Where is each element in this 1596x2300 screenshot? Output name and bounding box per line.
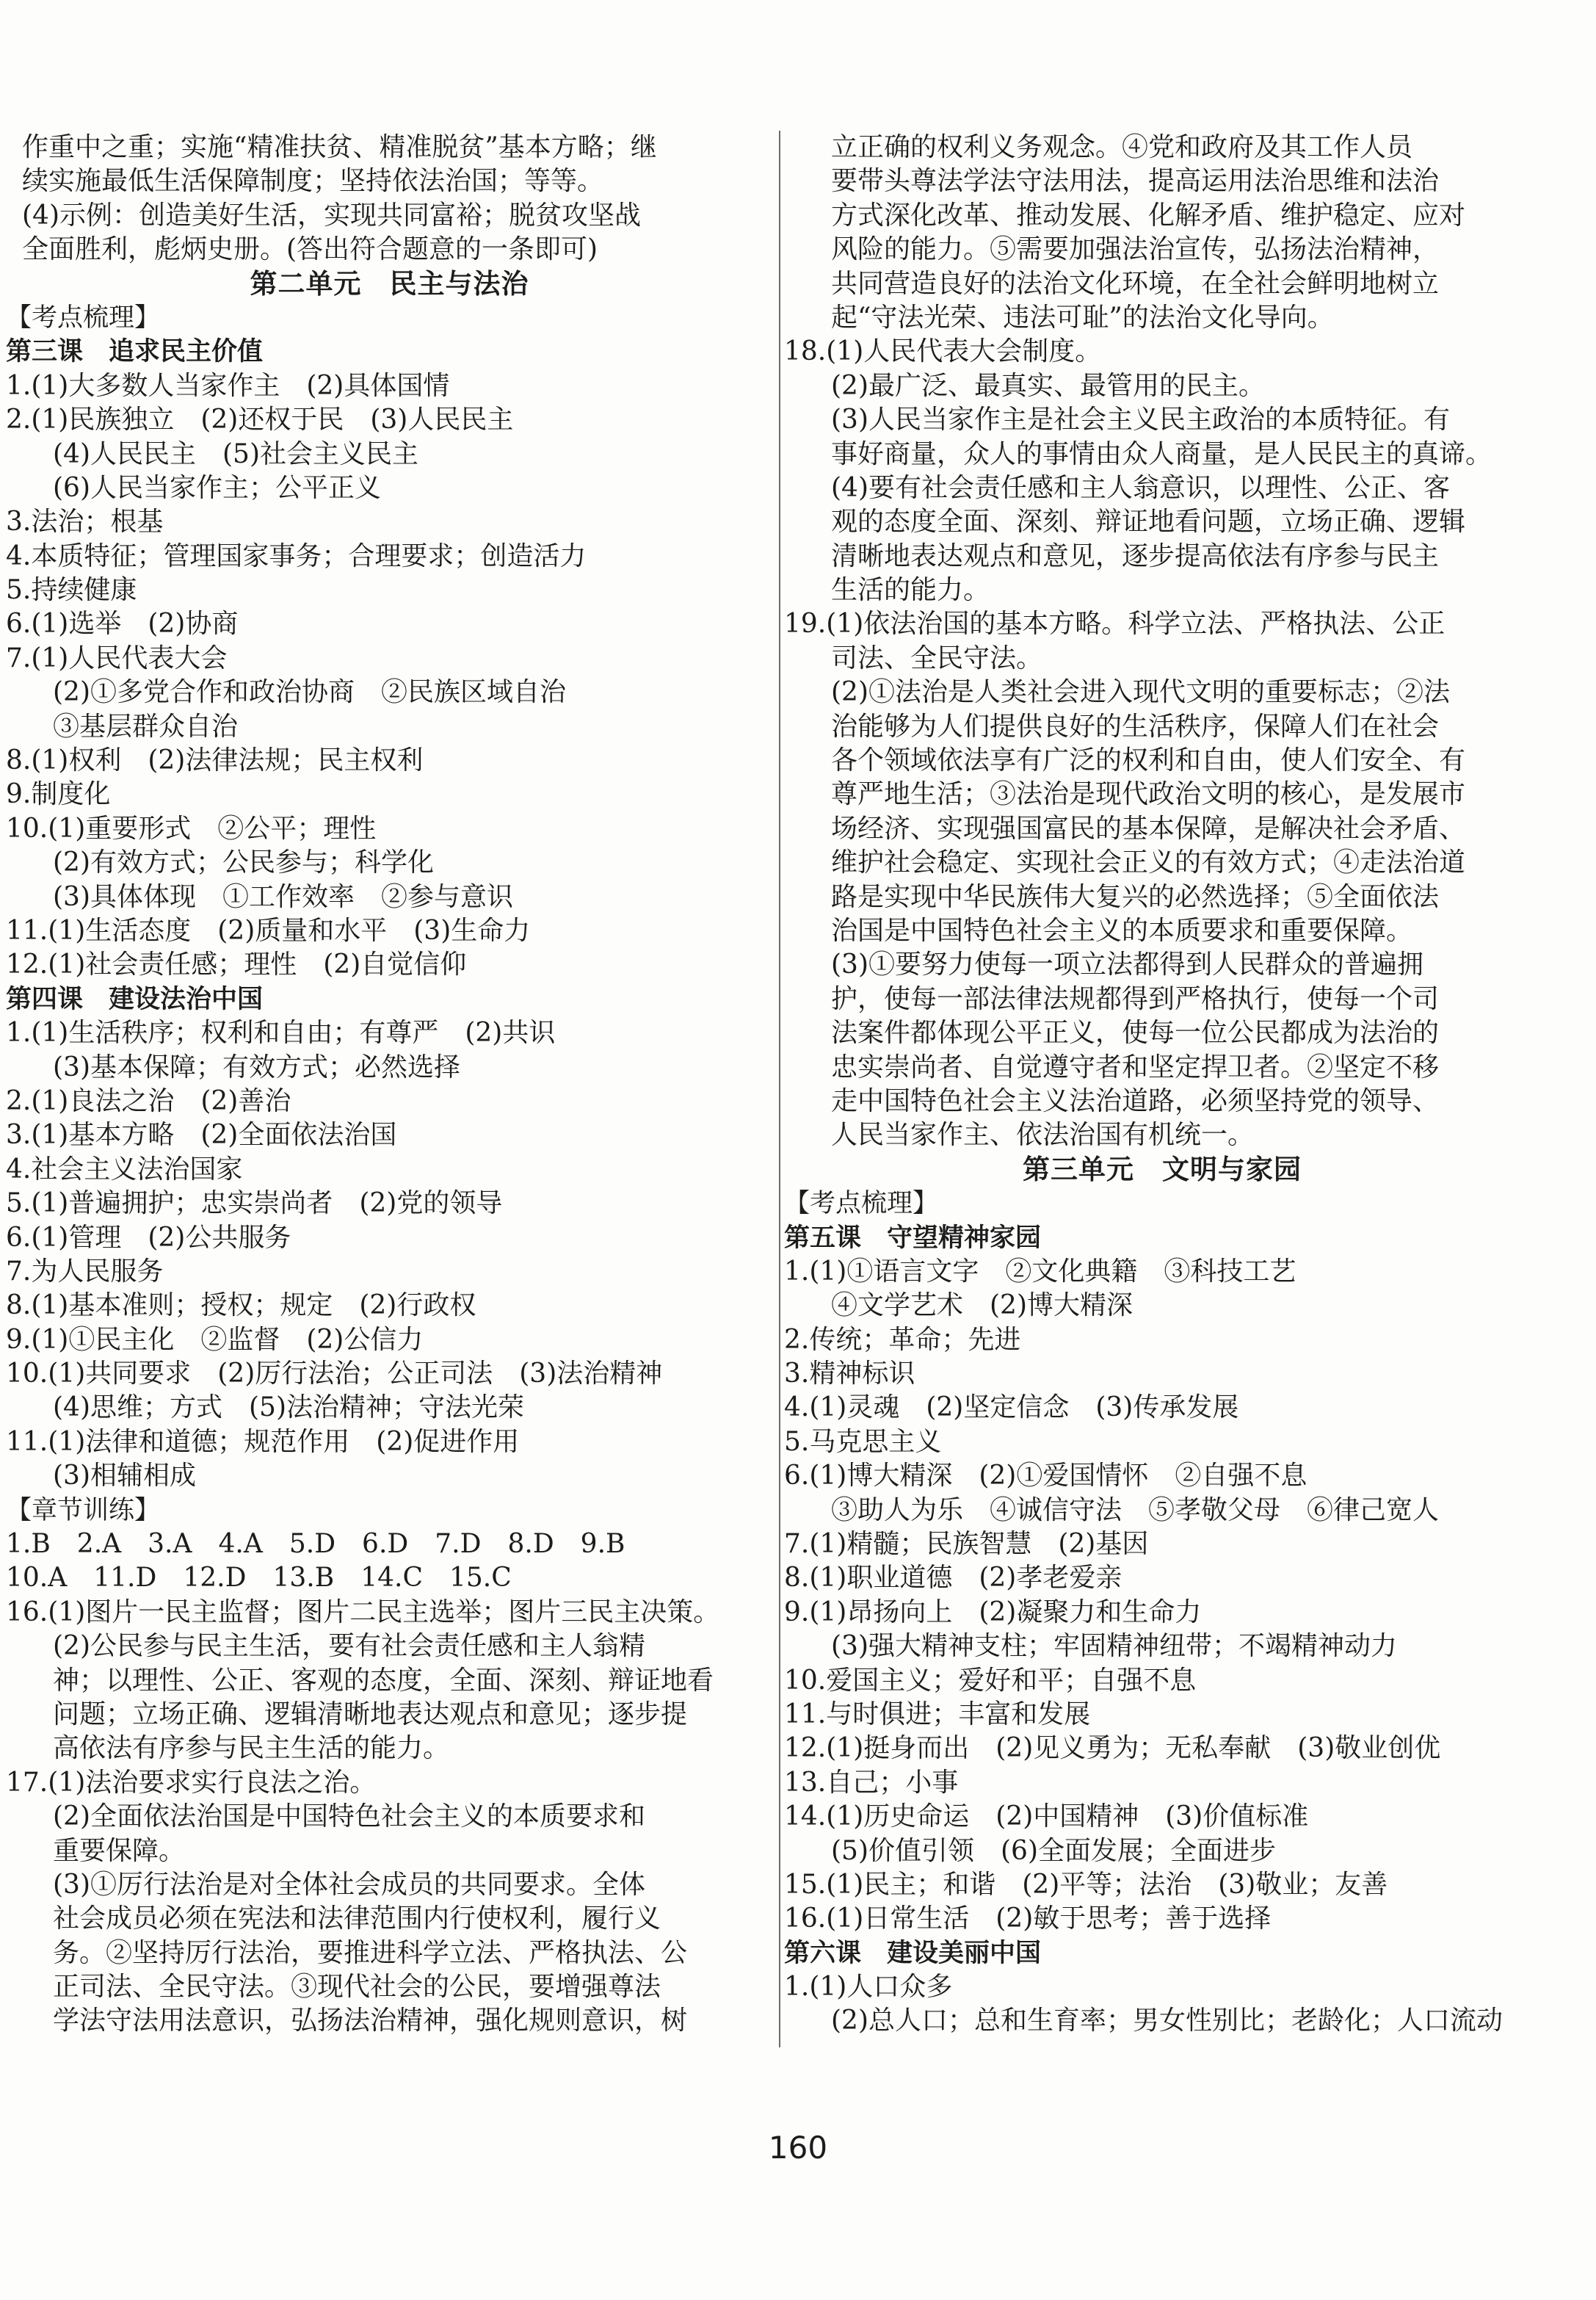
- answer-line: (2)总人口；总和生育率；男女性别比；老龄化；人口流动: [831, 2006, 1503, 2036]
- answer-line: 15.(1)民主；和谐 (2)平等；法治 (3)敬业；友善: [784, 1869, 1388, 1900]
- answer-line: 4.本质特征；管理国家事务；合理要求；创造活力: [6, 540, 587, 571]
- answer-line: 问题；立场正确、逻辑清晰地表达观点和意见；逐步提: [53, 1699, 688, 1729]
- answer-line: 11.与时俱进；丰富和发展: [784, 1699, 1091, 1729]
- answer-line: (4)示例：创造美好生活，实现共同富裕；脱贫攻坚战: [22, 200, 641, 231]
- answer-line: 5.马克思主义: [784, 1426, 942, 1457]
- answer-line: 10.(1)重要形式 ②公平；理性: [6, 813, 377, 844]
- answer-line: 作重中之重；实施“精准扶贫、精准脱贫”基本方略；继: [22, 132, 657, 162]
- answer-line: 2.传统；革命；先进: [784, 1324, 1021, 1355]
- answer-line: (2)有效方式；公民参与；科学化: [53, 847, 434, 878]
- section-label: 【考点梳理】: [6, 303, 161, 333]
- answer-line: 10.爱国主义；爱好和平；自强不息: [784, 1665, 1197, 1696]
- answer-line: 3.(1)基本方略 (2)全面依法治国: [6, 1120, 397, 1151]
- answer-line: 各个领域依法享有广泛的权利和自由，使人们安全、有: [831, 745, 1466, 776]
- answer-line: 5.(1)普遍拥护；忠实崇尚者 (2)党的领导: [6, 1188, 503, 1219]
- answer-line: 6.(1)管理 (2)公共服务: [6, 1222, 291, 1253]
- answer-line: 社会成员必须在宪法和法律范围内行使权利，履行义: [53, 1903, 661, 1934]
- answer-line: 12.(1)社会责任感；理性 (2)自觉信仰: [6, 950, 467, 980]
- answer-line: 17.(1)法治要求实行良法之治。: [6, 1767, 377, 1798]
- answer-line: 人民当家作主、依法治国有机统一。: [831, 1120, 1255, 1151]
- answer-line: 6.(1)博大精深 (2)①爱国情怀 ②自强不息: [784, 1461, 1307, 1491]
- lesson-heading: 第六课 建设美丽中国: [784, 1938, 1042, 1968]
- answer-line: 重要保障。: [53, 1835, 186, 1866]
- answer-line: 治能够为人们提供良好的生活秩序，保障人们在社会: [831, 711, 1440, 742]
- section-label: 【章节训练】: [6, 1495, 161, 1525]
- answer-line: 观的态度全面、深刻、辩证地看问题，立场正确、逻辑: [831, 507, 1466, 538]
- answer-line: 11.(1)生活态度 (2)质量和水平 (3)生命力: [6, 915, 531, 946]
- answer-line: 8.(1)权利 (2)法律法规；民主权利: [6, 745, 424, 776]
- column-divider: [779, 131, 780, 2047]
- answer-line: 14.(1)历史命运 (2)中国精神 (3)价值标准: [784, 1801, 1309, 1832]
- answer-line: 6.(1)选举 (2)协商: [6, 609, 239, 640]
- answer-line: 事好商量，众人的事情由众人商量，是人民民主的真谛。: [831, 438, 1492, 469]
- answer-line: (2)①法治是人类社会进入现代文明的重要标志；②法: [831, 677, 1450, 708]
- answer-line: 场经济、实现强国富民的基本保障，是解决社会矛盾、: [831, 813, 1466, 844]
- answer-line: (4)人民民主 (5)社会主义民主: [53, 438, 418, 469]
- answer-line: (3)具体体现 ①工作效率 ②参与意识: [53, 881, 513, 912]
- right-column: [784, 131, 1540, 2039]
- answer-line: 法案件都体现公平正义，使每一位公民都成为法治的: [831, 1018, 1440, 1049]
- answer-line: 立正确的权利义务观念。④党和政府及其工作人员: [831, 132, 1413, 162]
- answer-line: (2)全面依法治国是中国特色社会主义的本质要求和: [53, 1801, 645, 1832]
- answer-line: 10.A 11.D 12.D 13.B 14.C 15.C: [6, 1563, 512, 1594]
- section-label: 【考点梳理】: [784, 1189, 939, 1219]
- answer-line: 12.(1)挺身而出 (2)见义勇为；无私奉献 (3)敬业创优: [784, 1733, 1441, 1764]
- answer-line: 4.(1)灵魂 (2)坚定信念 (3)传承发展: [784, 1392, 1239, 1423]
- answer-line: 1.(1)生活秩序；权利和自由；有尊严 (2)共识: [6, 1018, 556, 1049]
- answer-line: 9.(1)昂扬向上 (2)凝聚力和生命力: [784, 1596, 1202, 1627]
- answer-line: 18.(1)人民代表大会制度。: [784, 336, 1102, 367]
- answer-line: 1.(1)大多数人当家作主 (2)具体国情: [6, 370, 450, 401]
- answer-line: 1.B 2.A 3.A 4.A 5.D 6.D 7.D 8.D 9.B: [6, 1529, 625, 1560]
- answer-line: (3)人民当家作主是社会主义民主政治的本质特征。有: [831, 405, 1450, 435]
- answer-line: 忠实崇尚者、自觉遵守者和坚定捍卫者。②坚定不移: [831, 1052, 1440, 1082]
- answer-line: (3)基本保障；有效方式；必然选择: [53, 1052, 460, 1082]
- answer-line: (4)思维；方式 (5)法治精神；守法光荣: [53, 1392, 524, 1423]
- answer-line: 司法、全民守法。: [831, 643, 1043, 673]
- answer-line: 11.(1)法律和道德；规范作用 (2)促进作用: [6, 1426, 520, 1457]
- answer-line: (6)人民当家作主；公平正义: [53, 472, 381, 503]
- answer-line: 8.(1)基本准则；授权；规定 (2)行政权: [6, 1290, 476, 1321]
- lesson-heading: 第三课 追求民主价值: [6, 337, 264, 367]
- answer-line: 续实施最低生活保障制度；坚持依法治国；等等。: [22, 166, 604, 197]
- answer-line: 起“守法光荣、违法可耻”的法治文化导向。: [831, 302, 1334, 333]
- lesson-heading: 第五课 守望精神家园: [784, 1223, 1042, 1253]
- answer-line: (3)①厉行法治是对全体社会成员的共同要求。全体: [53, 1869, 645, 1900]
- answer-line: ④文学艺术 (2)博大精深: [831, 1290, 1133, 1321]
- unit-heading: 第三单元 文明与家园: [1023, 1153, 1302, 1185]
- answer-line: 生活的能力。: [831, 575, 990, 606]
- answer-line: 务。②坚持厉行法治，要推进科学立法、严格执法、公: [53, 1937, 688, 1968]
- answer-line: 全面胜利，彪炳史册。(答出符合题意的一条即可): [22, 234, 598, 265]
- answer-line: 共同营造良好的法治文化环境，在全社会鲜明地树立: [831, 268, 1440, 299]
- answer-line: 7.(1)精髓；民族智慧 (2)基因: [784, 1529, 1149, 1560]
- answer-line: 风险的能力。⑤需要加强法治宣传，弘扬法治精神，: [831, 234, 1440, 265]
- answer-line: 7.(1)人民代表大会: [6, 643, 228, 673]
- unit-heading: 第二单元 民主与法治: [250, 267, 529, 300]
- answer-line: 13.自己；小事: [784, 1767, 959, 1798]
- answer-line: 2.(1)良法之治 (2)善治: [6, 1085, 291, 1116]
- answer-line: 7.为人民服务: [6, 1256, 164, 1287]
- page-number: 160: [768, 2130, 828, 2166]
- answer-line: (2)最广泛、最真实、最管用的民主。: [831, 370, 1265, 401]
- answer-line: 要带头尊法学法守法用法，提高运用法治思维和法治: [831, 166, 1440, 197]
- answer-line: 护，使每一部法律法规都得到严格执行，使每一个司: [831, 983, 1440, 1014]
- lesson-heading: 第四课 建设法治中国: [6, 984, 264, 1014]
- answer-line: 19.(1)依法治国的基本方略。科学立法、严格执法、公正: [784, 609, 1446, 640]
- answer-line: 路是实现中华民族伟大复兴的必然选择；⑤全面依法: [831, 881, 1440, 912]
- answer-line: 1.(1)①语言文字 ②文化典籍 ③科技工艺: [784, 1256, 1296, 1287]
- answer-line: 治国是中国特色社会主义的本质要求和重要保障。: [831, 915, 1413, 946]
- answer-line: 2.(1)民族独立 (2)还权于民 (3)人民民主: [6, 405, 514, 435]
- answer-line: 清晰地表达观点和意见，逐步提高依法有序参与民主: [831, 540, 1440, 571]
- answer-line: (5)价值引领 (6)全面发展；全面进步: [831, 1835, 1276, 1866]
- answer-line: 16.(1)日常生活 (2)敏于思考；善于选择: [784, 1903, 1272, 1934]
- answer-line: 8.(1)职业道德 (2)孝老爱亲: [784, 1563, 1122, 1594]
- answer-line: 9.制度化: [6, 779, 111, 810]
- answer-line: (3)相辅相成: [53, 1461, 196, 1491]
- answer-line: 高依法有序参与民主生活的能力。: [53, 1733, 450, 1764]
- left-column: [6, 131, 773, 2039]
- answer-line: 1.(1)人口众多: [784, 1972, 953, 2003]
- answer-line: (2)公民参与民主生活，要有社会责任感和主人翁精: [53, 1631, 645, 1662]
- answer-line: 维护社会稳定、实现社会正义的有效方式；④走法治道: [831, 847, 1466, 878]
- answer-line: 神；以理性、公正、客观的态度，全面、深刻、辩证地看: [53, 1665, 714, 1696]
- answer-line: (2)①多党合作和政治协商 ②民族区域自治: [53, 677, 566, 708]
- answer-line: 3.法治；根基: [6, 507, 164, 538]
- answer-line: 16.(1)图片一民主监督；图片二民主选举；图片三民主决策。: [6, 1596, 720, 1627]
- answer-line: 5.持续健康: [6, 575, 137, 606]
- answer-line: 10.(1)共同要求 (2)厉行法治；公正司法 (3)法治精神: [6, 1359, 663, 1389]
- answer-line: 正司法、全民守法。③现代社会的公民，要增强尊法: [53, 1972, 661, 2003]
- answer-line: (4)要有社会责任感和主人翁意识，以理性、公正、客: [831, 472, 1450, 503]
- answer-line: 方式深化改革、推动发展、化解矛盾、维护稳定、应对: [831, 200, 1466, 231]
- answer-line: 走中国特色社会主义法治道路，必须坚持党的领导、: [831, 1085, 1440, 1116]
- answer-line: (3)①要努力使每一项立法都得到人民群众的普遍拥: [831, 950, 1423, 980]
- answer-line: 学法守法用法意识，弘扬法治精神，强化规则意识，树: [53, 2006, 688, 2036]
- answer-line: (3)强大精神支柱；牢固精神纽带；不竭精神动力: [831, 1631, 1397, 1662]
- answer-line: 9.(1)①民主化 ②监督 (2)公信力: [6, 1324, 424, 1355]
- answer-line: 4.社会主义法治国家: [6, 1154, 243, 1185]
- answer-line: 3.精神标识: [784, 1359, 915, 1389]
- answer-line: ③助人为乐 ④诚信守法 ⑤孝敬父母 ⑥律己宽人: [831, 1494, 1440, 1525]
- answer-line: 尊严地生活；③法治是现代政治文明的核心，是发展市: [831, 779, 1466, 810]
- answer-line: ③基层群众自治: [53, 711, 239, 742]
